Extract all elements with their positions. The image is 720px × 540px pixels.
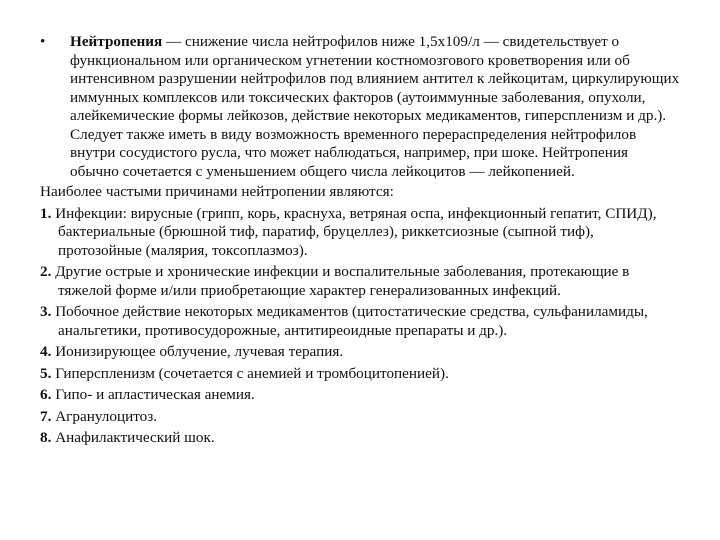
cause-item [40, 408, 680, 427]
cause-item [40, 365, 680, 384]
cause-text: Гиперспленизм (сочетается с анемией и тромбоцитопенией). [51, 364, 449, 382]
causes-list [40, 205, 680, 448]
cause-item [40, 205, 680, 261]
cause-number: 5. [40, 364, 52, 382]
cause-number: 4. [40, 343, 52, 360]
cause-item [40, 303, 680, 340]
cause-item [40, 429, 680, 448]
cause-text: Агранулоцитоз. [51, 407, 158, 425]
cause-text: Другие острые и хронические инфекции и воспалительные заболевания, протекающие в тяжелой форме и/или приобретающие характер генерализованных инфекций. [51, 263, 630, 299]
neutropenia-definition [40, 33, 680, 181]
cause-number: 1. [40, 204, 52, 222]
cause-number: 6. [40, 386, 52, 403]
cause-item [40, 343, 680, 362]
cause-text: Анафилактический шок. [51, 429, 215, 446]
causes-intro: Наиболее частыми причинами нейтропении являются: [40, 183, 394, 200]
slide-content [40, 33, 680, 448]
cause-text: Гипо- и апластическая анемия. [51, 386, 255, 403]
cause-number: 2. [40, 263, 52, 280]
cause-item [40, 263, 680, 300]
cause-text: Ионизирующее облучение, лучевая терапия. [51, 343, 344, 360]
cause-text: Инфекции: вирусные (грипп, корь, краснуха, ветряная оспа, инфекционный гепатит, СПИД), бактериальные (брюшной тиф, паратиф, бруцеллез), риккетсиозные (сыпной тиф), протозойные (малярия, токсоплазмоз). [51, 204, 657, 259]
cause-number: 7. [40, 407, 52, 425]
cause-number: 8. [40, 429, 52, 446]
cause-text: Побочное действие некоторых медикаментов (цитостатические средства, сульфаниламиды, анальгетики, противосудорожные, антитиреоидные препараты и др.). [51, 303, 648, 339]
definition-body [70, 33, 680, 181]
bullet-icon: • [40, 33, 46, 50]
definition-term: Нейтропения [70, 33, 163, 50]
cause-item [40, 386, 680, 405]
cause-number: 3. [40, 303, 52, 320]
definition-text: — снижение числа нейтрофилов ниже 1,5х109/л — свидетельствует о функциональном или органическом угнетении костномозгового кроветворения или об интенсивном разрушении нейтрофилов под влиянием антител к лейкоцитам, циркулирующих иммунных комплексов или токсических факторов (аутоиммунные заболевания, опухоли, алейкемические формы лейкозов, действие некоторых медикаментов, гиперспленизм и др.). Следует также иметь в виду возможность временного перераспределения нейтрофилов внутри сосудистого русла, что может наблюдаться, например, при шоке. Нейтропения обычно сочетается с уменьшением общего числа лейкоцитов — лейкопенией. [70, 33, 680, 180]
